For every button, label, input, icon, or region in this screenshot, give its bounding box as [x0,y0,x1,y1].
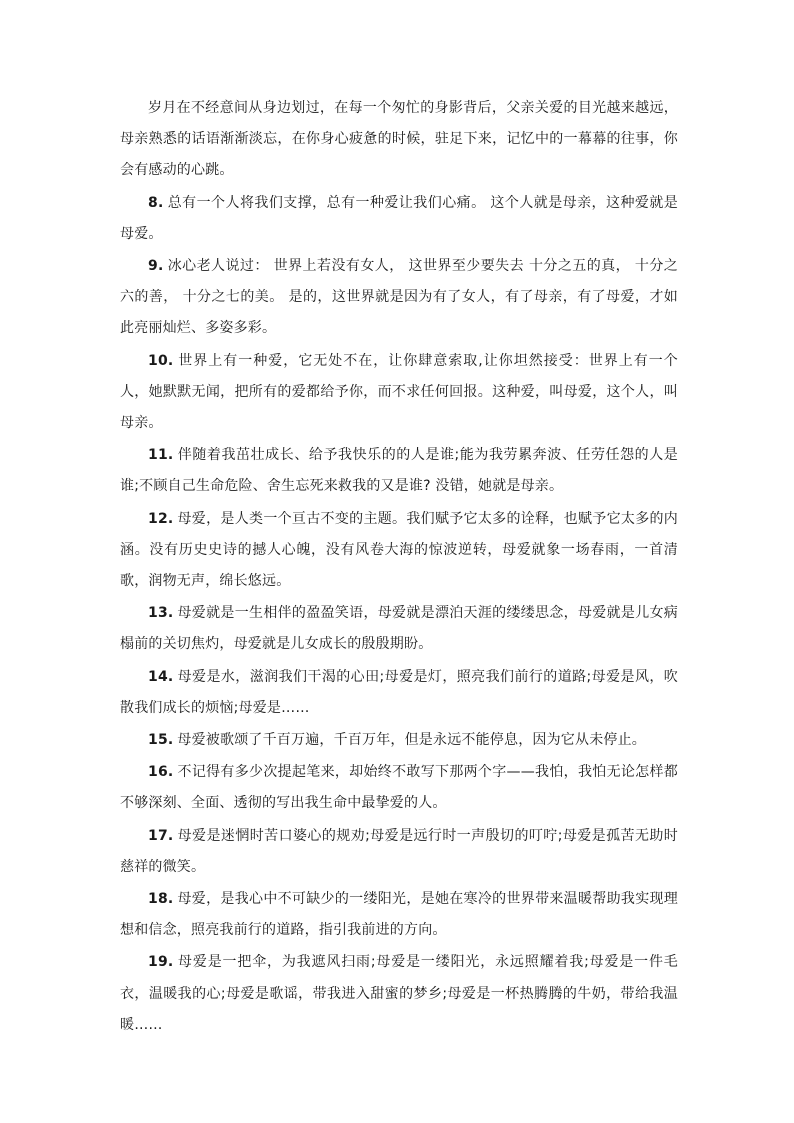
paragraph-17 [120,821,678,883]
paragraph-number: 15. [148,732,174,749]
paragraph-text: 世界上有一种爱，它无处不在，让你肆意索取,让你坦然接受：世界上有一个人，她默默无闻，把所有的爱都给予你，而不求任何回报。这种爱，叫母爱，这个人，叫母亲。 [120,352,678,432]
paragraph-number: 8. [148,194,164,211]
paragraph-13 [120,598,678,660]
paragraph-text: 母爱是水，滋润我们干渴的心田;母爱是灯，照亮我们前行的道路;母爱是风，吹散我们成长的烦恼;母爱是…… [120,668,678,716]
paragraph-text: 母爱，是我心中不可缺少的一缕阳光，是她在寒冷的世界带来温暖帮助我实现理想和信念，照亮我前行的道路，指引我前进的方向。 [120,891,678,939]
paragraph-15 [120,725,678,756]
paragraph-number: 14. [148,668,174,685]
paragraph-text: 母爱就是一生相伴的盈盈笑语，母爱就是漂泊天涯的缕缕思念，母爱就是儿女病榻前的关切焦灼，母爱就是儿女成长的殷殷期盼。 [120,605,678,653]
document-body [120,93,678,1042]
paragraph-9 [120,251,678,345]
paragraph-10 [120,346,678,440]
paragraph-text: 岁月在不经意间从身边划过，在每一个匆忙的身影背后，父亲关爱的目光越来越远，母亲熟悉的话语渐渐淡忘，在你身心疲惫的时候，驻足下来，记忆中的一幕幕的往事，你会有感动的心跳。 [120,100,678,179]
paragraph-number: 10. [148,352,174,369]
paragraph-11 [120,440,678,502]
paragraph-intro [120,93,678,187]
paragraph-number: 13. [148,605,174,622]
paragraph-number: 16. [148,764,174,781]
paragraph-18 [120,884,678,946]
paragraph-number: 9. [148,258,164,275]
paragraph-number: 19. [148,954,174,971]
paragraph-16 [120,757,678,819]
paragraph-19 [120,947,678,1041]
paragraph-text: 伴随着我茁壮成长、给予我快乐的的人是谁;能为我劳累奔波、任劳任怨的人是谁;不顾自己生命危险、舍生忘死来救我的又是谁? 没错，她就是母亲。 [120,447,678,495]
paragraph-12 [120,504,678,598]
paragraph-text: 总有一个人将我们支撑，总有一种爱让我们心痛。 这个人就是母亲，这种爱就是母爱。 [120,194,678,242]
paragraph-text: 母爱被歌颂了千百万遍，千百万年，但是永远不能停息，因为它从未停止。 [177,732,647,749]
paragraph-text: 不记得有多少次提起笔来，却始终不敢写下那两个字——我怕，我怕无论怎样都不够深刻、全面、透彻的写出我生命中最挚爱的人。 [120,764,678,812]
paragraph-number: 17. [148,827,174,844]
paragraph-text: 母爱是一把伞，为我遮风扫雨;母爱是一缕阳光，永远照耀着我;母爱是一件毛衣，温暖我的心;母爱是歌谣，带我进入甜蜜的梦乡;母爱是一杯热腾腾的牛奶，带给我温暖…… [120,954,678,1033]
paragraph-text: 母爱，是人类一个亘古不变的主题。我们赋予它太多的诠释，也赋予它太多的内涵。没有历史史诗的撼人心魄，没有风卷大海的惊波逆转，母爱就象一场春雨，一首清歌，润物无声，绵长悠远。 [120,510,678,590]
paragraph-number: 11. [148,447,174,464]
paragraph-text: 冰心老人说过： 世界上若没有女人， 这世界至少要失去 十分之五的真， 十分之六的善， 十分之七的美。 是的，这世界就是因为有了女人，有了母亲，有了母爱，才如此亮丽灿烂、多姿多彩。 [120,258,678,337]
paragraph-8 [120,188,678,250]
paragraph-number: 12. [148,510,174,527]
paragraph-text: 母爱是迷惘时苦口婆心的规劝;母爱是远行时一声殷切的叮咛;母爱是孤苦无助时慈祥的微笑。 [120,827,678,875]
paragraph-number: 18. [148,891,174,908]
paragraph-14 [120,662,678,724]
